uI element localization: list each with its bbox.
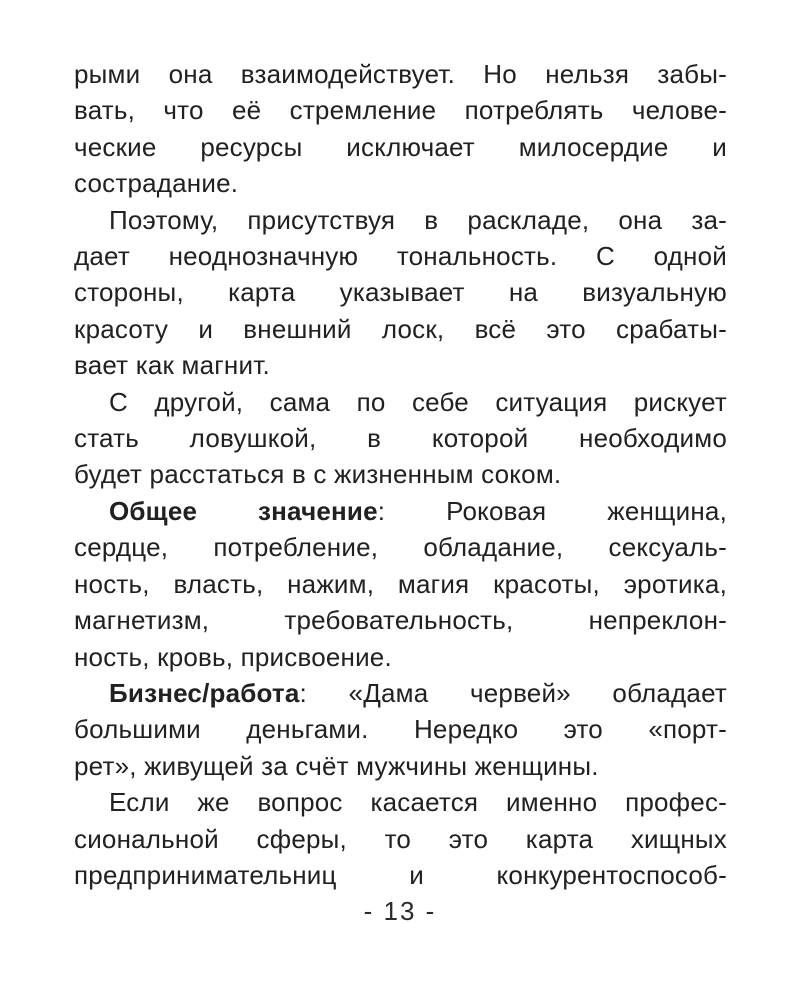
body-text: будет расстаться в с жизненным соком. xyxy=(74,459,562,490)
text-line xyxy=(74,857,727,893)
body-text: рыми она взаимодействует. Но нельзя забы- xyxy=(74,59,727,89)
inline-heading: Бизнес/работа xyxy=(109,677,300,708)
body-text: ческие ресурсы исключает милосердие и xyxy=(74,131,727,162)
text-line xyxy=(74,711,727,747)
text-line xyxy=(74,347,727,383)
text-line xyxy=(74,493,727,529)
body-text: ность, власть, нажим, магия красоты, эротика, xyxy=(74,568,727,599)
text-line xyxy=(74,56,727,92)
text-line xyxy=(74,456,727,492)
body-text: С другой, сама по себе ситуация рискует xyxy=(109,386,727,417)
text-line xyxy=(74,784,727,820)
text-line xyxy=(74,821,727,857)
text-line xyxy=(74,675,727,711)
body-text: магнетизм, требовательность, непреклон- xyxy=(74,605,727,636)
body-text: сострадание. xyxy=(74,168,239,199)
paragraph-1 xyxy=(74,56,727,202)
text-line xyxy=(74,748,727,784)
page-text xyxy=(74,56,727,893)
text-line xyxy=(74,274,727,310)
body-text: дает неоднозначную тональность. С одной xyxy=(74,241,727,272)
text-line xyxy=(74,238,727,274)
paragraph-4 xyxy=(74,493,727,675)
body-text: вает как магнит. xyxy=(74,350,270,381)
text-line xyxy=(74,311,727,347)
inline-heading: Общее значение xyxy=(109,495,378,526)
body-text: сердце, потребление, обладание, сексуаль- xyxy=(74,532,727,563)
text-line xyxy=(74,202,727,238)
body-text: : «Дама червей» обладает xyxy=(299,677,727,708)
text-line xyxy=(74,129,727,165)
text-line xyxy=(74,566,727,602)
body-text: Если же вопрос касается именно профес- xyxy=(109,787,727,818)
paragraph-5 xyxy=(74,675,727,784)
body-text: вать, что её стремление потреблять челове- xyxy=(74,95,727,126)
paragraph-3 xyxy=(74,384,727,493)
paragraph-6 xyxy=(74,784,727,893)
text-line xyxy=(74,165,727,201)
text-line xyxy=(74,384,727,420)
body-text: стать ловушкой, в которой необходимо xyxy=(74,423,727,454)
body-text: большими деньгами. Нередко это «порт- xyxy=(74,714,727,745)
body-text: рет», живущей за счёт мужчины женщины. xyxy=(74,750,599,781)
page-number: - 13 - xyxy=(363,896,437,926)
body-text: сиональной сферы, то это карта хищных xyxy=(74,823,727,854)
text-line xyxy=(74,602,727,638)
paragraph-2 xyxy=(74,202,727,384)
body-text: : Роковая женщина, xyxy=(377,495,727,526)
body-text: стороны, карта указывает на визуальную xyxy=(74,277,727,308)
body-text: ность, кровь, присвоение. xyxy=(74,641,392,672)
text-line xyxy=(74,92,727,128)
text-line xyxy=(74,529,727,565)
body-text: красоту и внешний лоск, всё это срабаты- xyxy=(74,313,727,344)
text-line xyxy=(74,639,727,675)
body-text: предпринимательниц и конкурентоспособ- xyxy=(74,859,727,890)
body-text: Поэтому, присутствуя в раскладе, она за- xyxy=(109,204,727,235)
text-line xyxy=(74,420,727,456)
